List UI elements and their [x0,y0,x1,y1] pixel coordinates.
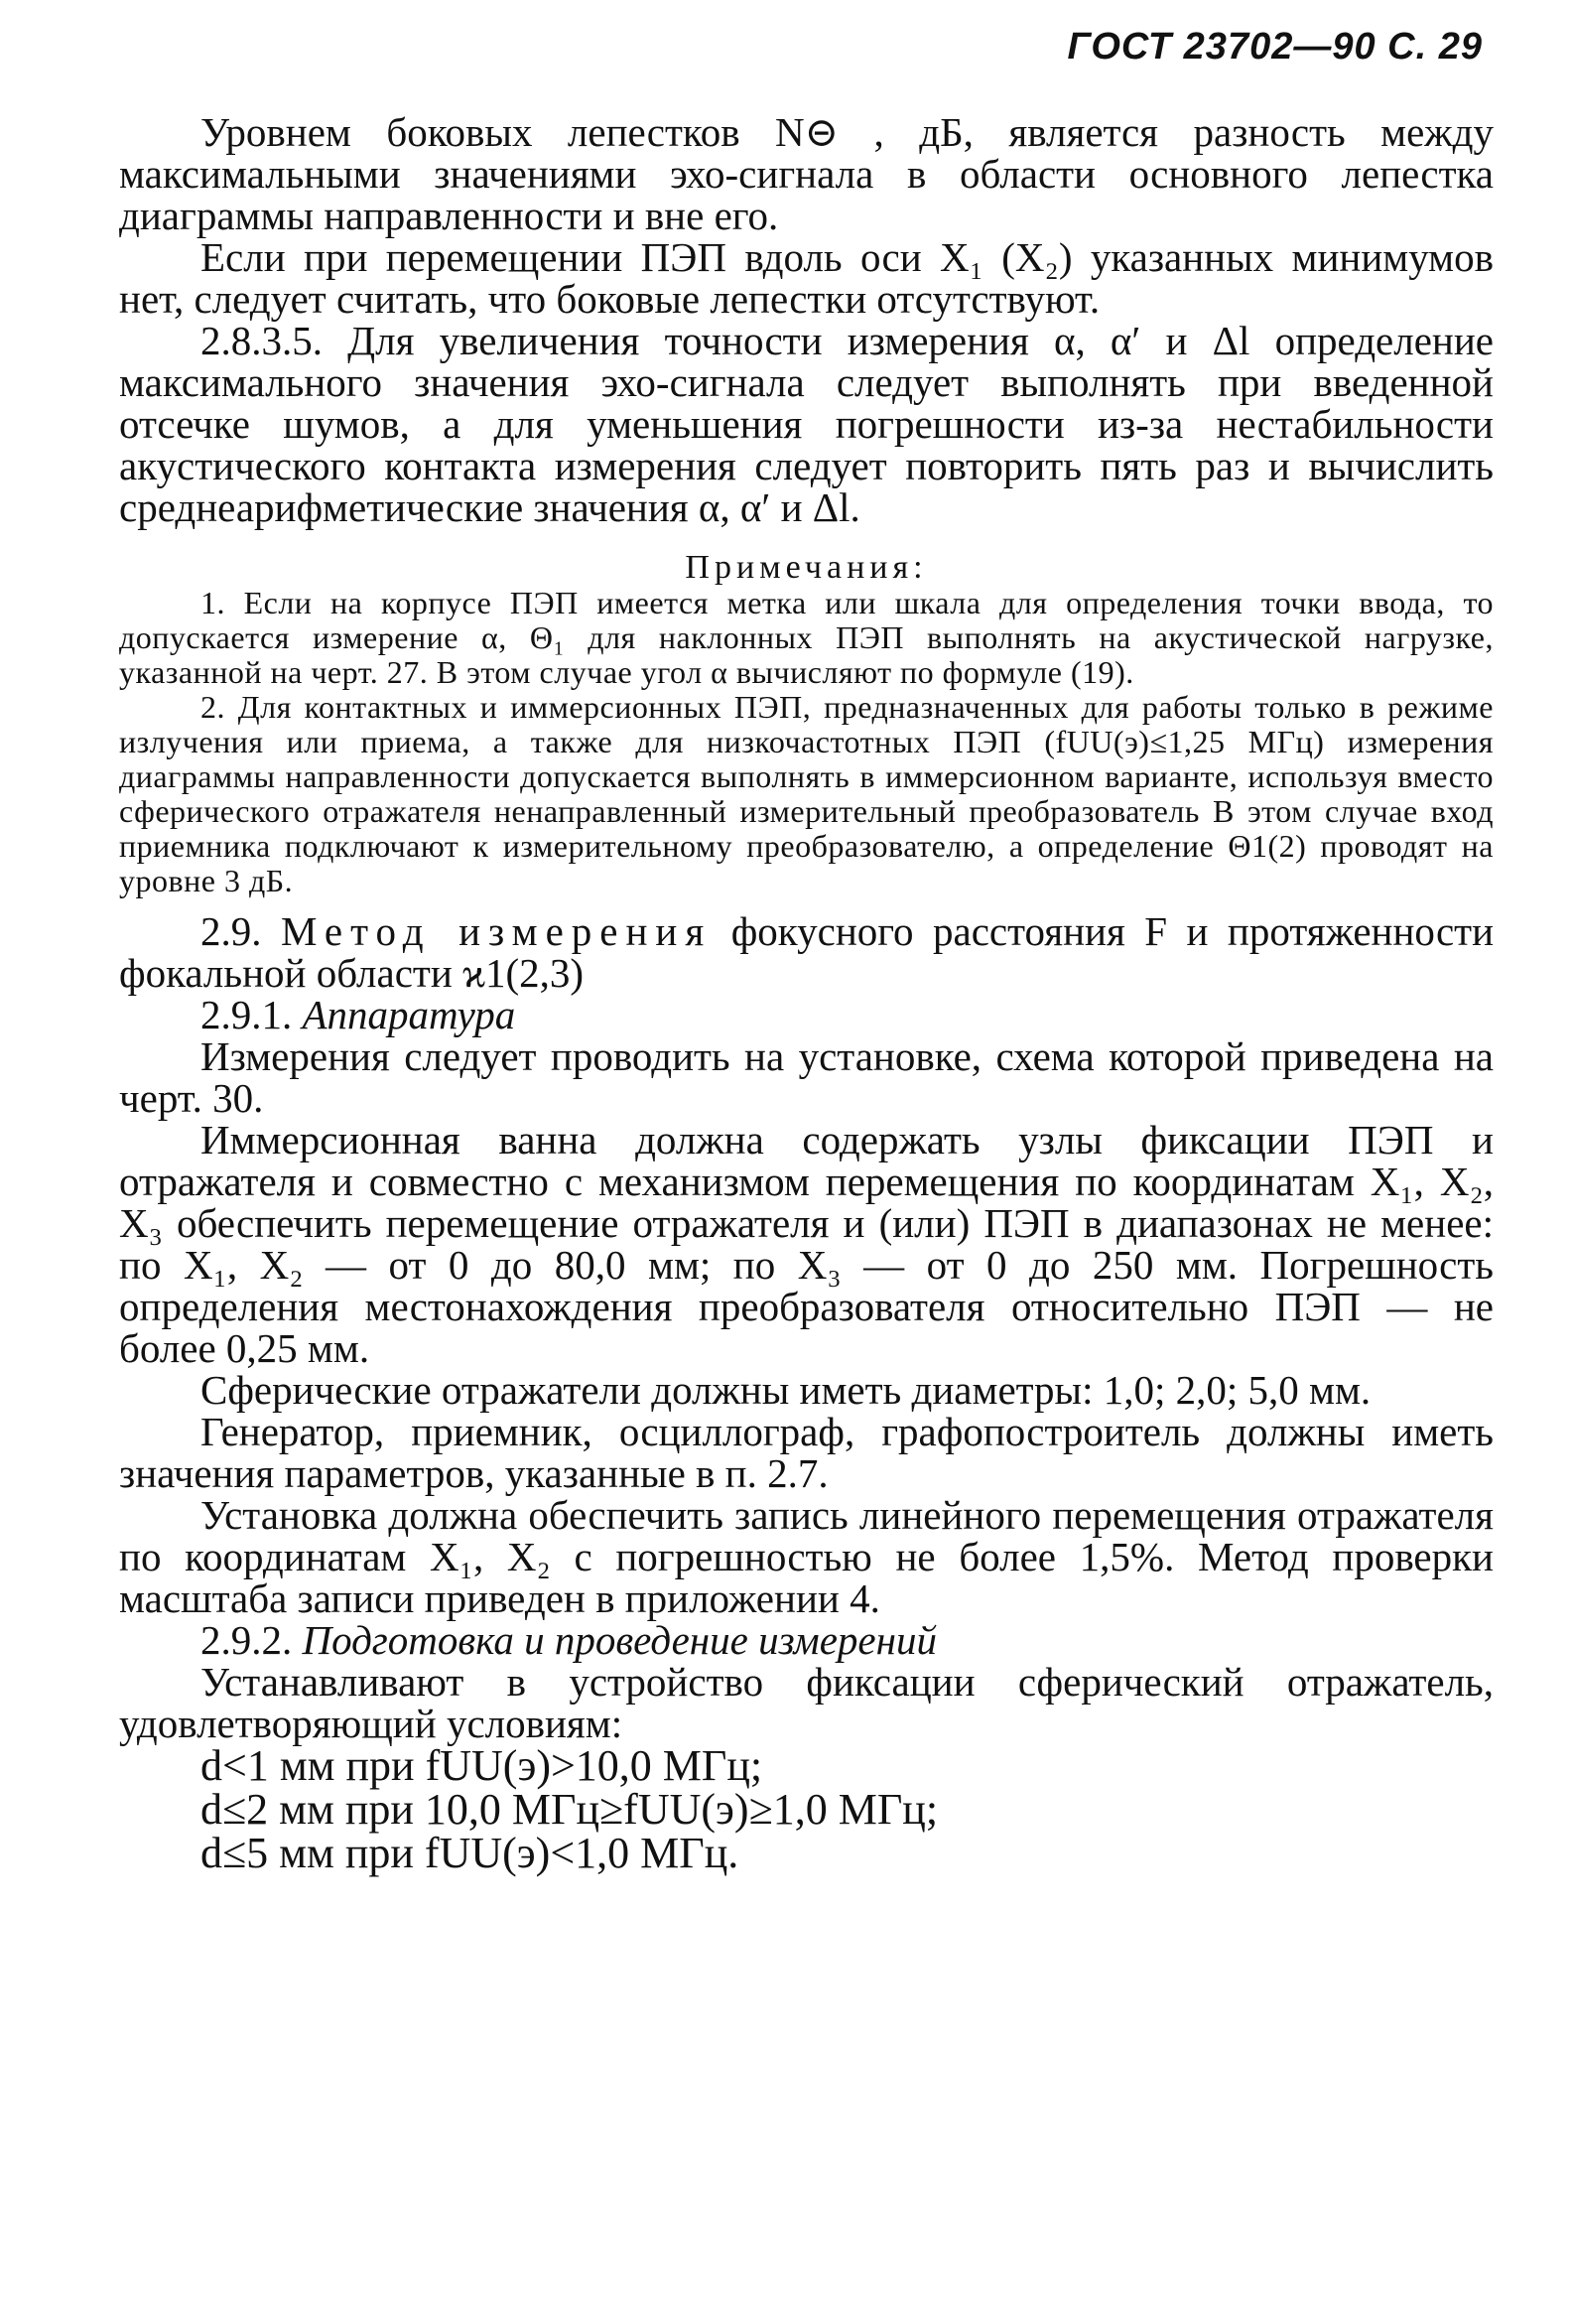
paragraph-side-lobes: Уровнем боковых лепестков N⊝ , дБ, является разность между максимальными значениями эхо-сигнала в области основного лепестка диаграммы направленности и вне его. [119,109,1494,238]
paragraph-291-a: Измерения следует проводить на установке, схема которой приведена на черт. 30. [119,1033,1494,1121]
subsection-number: 2.9.2. [200,1617,293,1663]
section-number: 2.9. [200,908,262,954]
notes-title: Примечания: [685,549,928,586]
page-header: ГОСТ 23702—90 С. 29 [1067,26,1483,68]
note-1: 1. Если на корпусе ПЭП имеется метка или шкала для определения точки ввода, то допускается измерение α, Θ₁ для наклонных ПЭП выполнять на акустической нагрузке, указанной на черт. 27. В этом случае угол α вычисляют по формуле (19). [119,585,1494,690]
paragraph-291-b: Иммерсионная ванна должна содержать узлы фиксации ПЭП и отражателя и совместно с механизмом перемещения по координатам X₁, X₂, X₃ обеспечить перемещение отражателя и (или) ПЭП в диапазонах не менее: по X₁, X₂ — от 0 до 80,0 мм; по X₃ — от 0 до 250 мм. Погрешность определения местонахождения преобразователя относительно ПЭП — не более 0,25 мм. [119,1117,1494,1371]
subsection-heading-291 [119,994,1494,1035]
page-content [119,111,1494,1875]
paragraph-291-e: Установка должна обеспечить запись линейного перемещения отражателя по координатам X₁, X₂ с погрешностью не более 1,5%. Метод проверки масштаба записи приведен в приложении 4. [119,1492,1494,1621]
paragraph-no-minimums: Если при перемещении ПЭП вдоль оси X₁ (X₂) указанных минимумов нет, следует считать, что боковые лепестки отсутствуют. [119,234,1494,322]
condition-line: d<1 мм при fUU(э)>10,0 МГц; [200,1741,763,1790]
paragraph-2835: 2.8.3.5. Для увеличения точности измерения α, α′ и Δl определение максимального значения эхо-сигнала следует выполнять при введенной отсечке шумов, а для уменьшения погрешности из-за нестабильности акустического контакта измерения следует повторить пять раз и вычислить среднеарифметические значения α, α′ и Δl. [119,318,1494,530]
paragraph-291-c: Сферические отражатели должны иметь диаметры: 1,0; 2,0; 5,0 мм. [200,1367,1372,1413]
condition-line: d≤5 мм при fUU(э)<1,0 МГц. [200,1829,739,1877]
section-title-spaced: Метод измерения [280,908,713,954]
section-title-rest: фокусного расстояния F и протяженности фокальной области ϰ1(2,3) [119,908,1495,996]
subsection-number: 2.9.1. [200,992,293,1037]
subsection-title: Подготовка и проведение измерений [302,1617,937,1663]
condition-line: d≤2 мм при 10,0 МГц≥fUU(э)≥1,0 МГц; [200,1785,939,1834]
subsection-heading-292 [119,1619,1494,1661]
paragraph-292-a: Устанавливают в устройство фиксации сферический отражатель, удовлетворяющий условиям: [119,1659,1494,1746]
paragraph-291-d: Генератор, приемник, осциллограф, графопостроитель должны иметь значения параметров, указанные в п. 2.7. [119,1409,1494,1496]
reflector-conditions [119,1741,1494,1877]
section-heading-29 [119,910,1494,994]
subsection-title: Аппаратура [302,992,516,1037]
note-2: 2. Для контактных и иммерсионных ПЭП, предназначенных для работы только в режиме излучения или приема, а также для низкочастотных ПЭП (fUU(э)≤1,25 МГц) измерения диаграммы направленности допускается выполнять в иммерсионном варианте, используя вместо сферического отражателя ненаправленный измерительный преобразователь В этом случае вход приемника подключают к измерительному преобразователю, а определение Θ1(2) проводят на уровне 3 дБ. [119,689,1494,898]
